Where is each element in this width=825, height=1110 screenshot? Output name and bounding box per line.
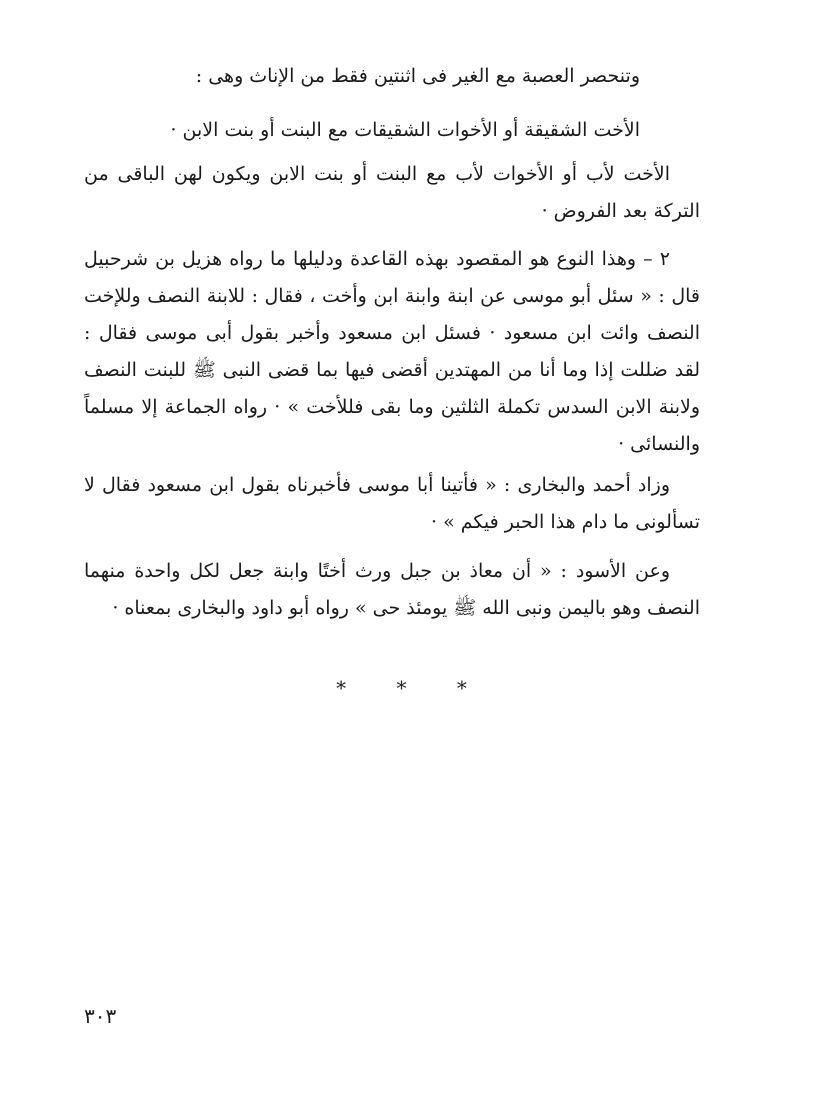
paragraph-full-sister [84, 112, 700, 149]
paragraph-text: وزاد أحمد والبخارى : « فأتينا أبا موسى فأخبرناه بقول ابن مسعود فقال لا تسألونى ما دام هذا الحبر فيكم » · [84, 474, 700, 533]
paragraph-aswad [84, 553, 700, 627]
paragraph-text: الأخت الشقيقة أو الأخوات الشقيقات مع البنت أو بنت الابن · [170, 119, 640, 141]
paragraph-paternal-sister [84, 156, 700, 230]
paragraph-text: الأخت لأب أو الأخوات لأب مع البنت أو بنت الابن ويكون لهن الباقى من التركة بعد الفروض · [84, 163, 700, 222]
paragraph-evidence [84, 241, 700, 463]
paragraph-intro [84, 58, 700, 95]
paragraph-addition [84, 467, 700, 541]
section-separator: * * * [336, 676, 489, 700]
paragraph-text: وتنحصر العصبة مع الغير فى اثنتين فقط من الإناث وهى : [195, 65, 640, 87]
page-number: ٣٠٣ [84, 1004, 117, 1028]
paragraph-text: ٢ – وهذا النوع هو المقصود بهذه القاعدة ودليلها ما رواه هزيل بن شرحبيل قال : « سئل أبو موسى عن ابنة وابنة ابن وأخت ، فقال : للابنة النصف وللإخت النصف وائت ابن مسعود · فسئل ابن مسعود وأخبر بقول أبى موسى فقال : لقد ضللت إذا وما أنا من المهتدين أقضى فيها بما قضى النبى ﷺ للبنت النصف ولابنة الابن السدس تكملة الثلثين وما بقى فللأخت » · رواه الجماعة إلا مسلماً والنسائى · [84, 248, 700, 455]
paragraph-text: وعن الأسود : « أن معاذ بن جبل ورث أختًا وابنة جعل لكل واحدة منهما النصف وهو باليمن ونبى الله ﷺ يومئذ حى » رواه أبو داود والبخارى بمعناه · [84, 560, 700, 619]
